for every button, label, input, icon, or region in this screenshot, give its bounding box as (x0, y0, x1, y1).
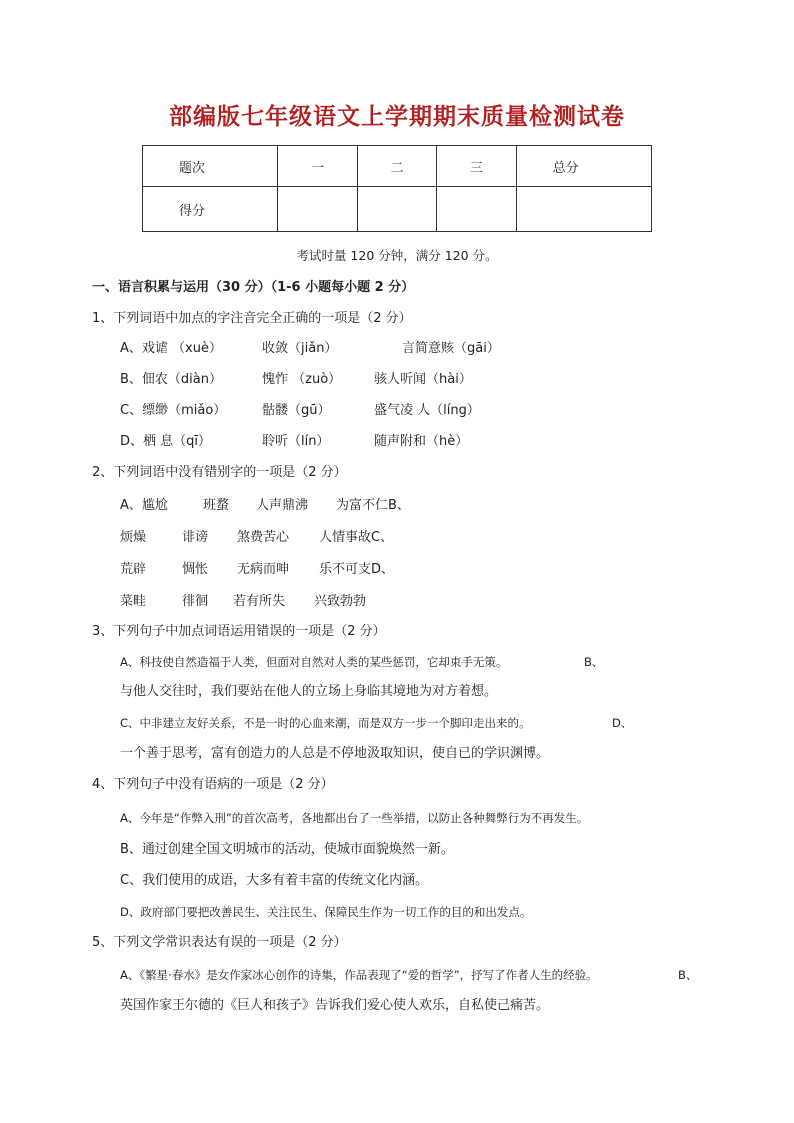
q1-option-c-3: 盛气凌 人（líng） (374, 403, 480, 418)
q3-option-d-label: D、 (612, 716, 633, 730)
q2-line3-word3: 无病而呻 (237, 562, 290, 577)
score-header-part3: 三 (437, 146, 516, 187)
q2-line1-word1: A、尴尬 (120, 498, 168, 513)
q2-line2-word4: 人情事故C、 (319, 530, 394, 545)
q1-option-a-1: A、戏谑 （xuè） (120, 341, 222, 356)
question-4-stem: 4、下列句子中没有语病的一项是（2 分） (92, 777, 334, 792)
q2-line2-word3: 煞费苦心 (237, 530, 290, 545)
score-row-label: 得分 (143, 187, 278, 232)
q4-option-b: B、通过创建全国文明城市的活动，使城市面貌焕然一新。 (120, 842, 454, 857)
score-header-part2: 二 (357, 146, 436, 187)
q1-option-c-2: 骷髅（gū） (262, 403, 331, 418)
q3-option-b-label: B、 (584, 655, 604, 669)
q1-option-a-2: 收敛（jiǎn） (262, 341, 338, 356)
q3-option-a: A、科技使自然造福于人类，但面对自然对人类的某些惩罚，它却束手无策。 (120, 655, 508, 669)
score-header-item: 题次 (143, 146, 278, 187)
q1-option-c-1: C、缥缈（miǎo） (120, 403, 227, 418)
q1-option-b-1: B、佃农（diàn） (120, 372, 222, 387)
q2-line4-word2: 徘徊 (182, 594, 209, 609)
q1-option-b-2: 愧怍 （zuò） (262, 372, 342, 387)
question-5-stem: 5、下列文学常识表达有误的一项是（2 分） (92, 935, 347, 950)
q2-line2-word2: 诽谤 (182, 530, 209, 545)
section-heading: 一、语言积累与运用（30 分）（1-6 小题每小题 2 分） (92, 280, 415, 295)
q4-option-a: A、今年是“作弊入刑”的首次高考，各地都出台了一些举措，以防止各种舞弊行为不再发生。 (120, 811, 589, 825)
q4-option-d: D、政府部门要把改善民生、关注民生、保障民生作为一切工作的目的和出发点。 (120, 905, 532, 919)
q1-option-d-2: 聆听（lín） (262, 434, 330, 449)
q4-option-c: C、我们使用的成语，大多有着丰富的传统文化内涵。 (120, 873, 429, 888)
score-table-score-row (143, 187, 652, 232)
q2-line2-word1: 烦燥 (120, 530, 147, 545)
q1-option-a-3: 言简意赅（gāi） (402, 341, 500, 356)
q2-line4-word4: 兴致勃勃 (314, 594, 367, 609)
q2-line4-word1: 菜畦 (120, 594, 147, 609)
page-title: 部编版七年级语文上学期期末质量检测试卷 (169, 103, 625, 130)
q1-option-b-3: 骇人听闻（hài） (374, 372, 472, 387)
q3-option-b: 与他人交往时，我们要站在他人的立场上身临其境地为对方着想。 (120, 684, 498, 699)
q5-option-a: A、《繁星·春水》是女作家冰心创作的诗集，作品表现了“爱的哲学”，抒写了作者人生的经验。 (120, 968, 598, 982)
q2-line3-word1: 荒辟 (120, 562, 147, 577)
score-cell-total (516, 187, 651, 232)
q5-option-b: 英国作家王尔德的《巨人和孩子》告诉我们爱心使人欢乐，自私使己痛苦。 (120, 998, 550, 1013)
score-header-part1: 一 (278, 146, 357, 187)
q1-option-d-3: 随声附和（hè） (374, 434, 469, 449)
q2-line1-word3: 人声鼎沸 (256, 498, 309, 513)
q2-line3-word2: 惆怅 (182, 562, 209, 577)
exam-note: 考试时量 120 分钟，满分 120 分。 (296, 248, 498, 263)
question-3-stem: 3、下列句子中加点词语运用错误的一项是（2 分） (92, 624, 386, 639)
q2-line3-word4: 乐不可支D、 (319, 562, 395, 577)
question-1-stem: 1、下列词语中加点的字注音完全正确的一项是（2 分） (92, 311, 412, 326)
q3-option-d: 一个善于思考，富有创造力的人总是不停地汲取知识，使自已的学识渊博。 (120, 746, 550, 761)
q2-line1-word4: 为富不仁B、 (336, 498, 410, 513)
score-cell-part2 (357, 187, 436, 232)
score-cell-part1 (278, 187, 357, 232)
score-table (142, 145, 652, 232)
q5-option-b-label: B、 (678, 968, 698, 982)
q3-option-c: C、中非建立友好关系，不是一时的心血来潮，而是双方一步一个脚印走出来的。 (120, 716, 531, 730)
score-table-header-row (143, 146, 652, 187)
score-cell-part3 (437, 187, 516, 232)
question-2-stem: 2、下列词语中没有错别字的一项是（2 分） (92, 465, 347, 480)
q2-line4-word3: 若有所失 (233, 594, 286, 609)
score-header-total: 总分 (516, 146, 651, 187)
q1-option-d-1: D、栖 息（qī） (120, 434, 212, 449)
q2-line1-word2: 班蝥 (203, 498, 230, 513)
